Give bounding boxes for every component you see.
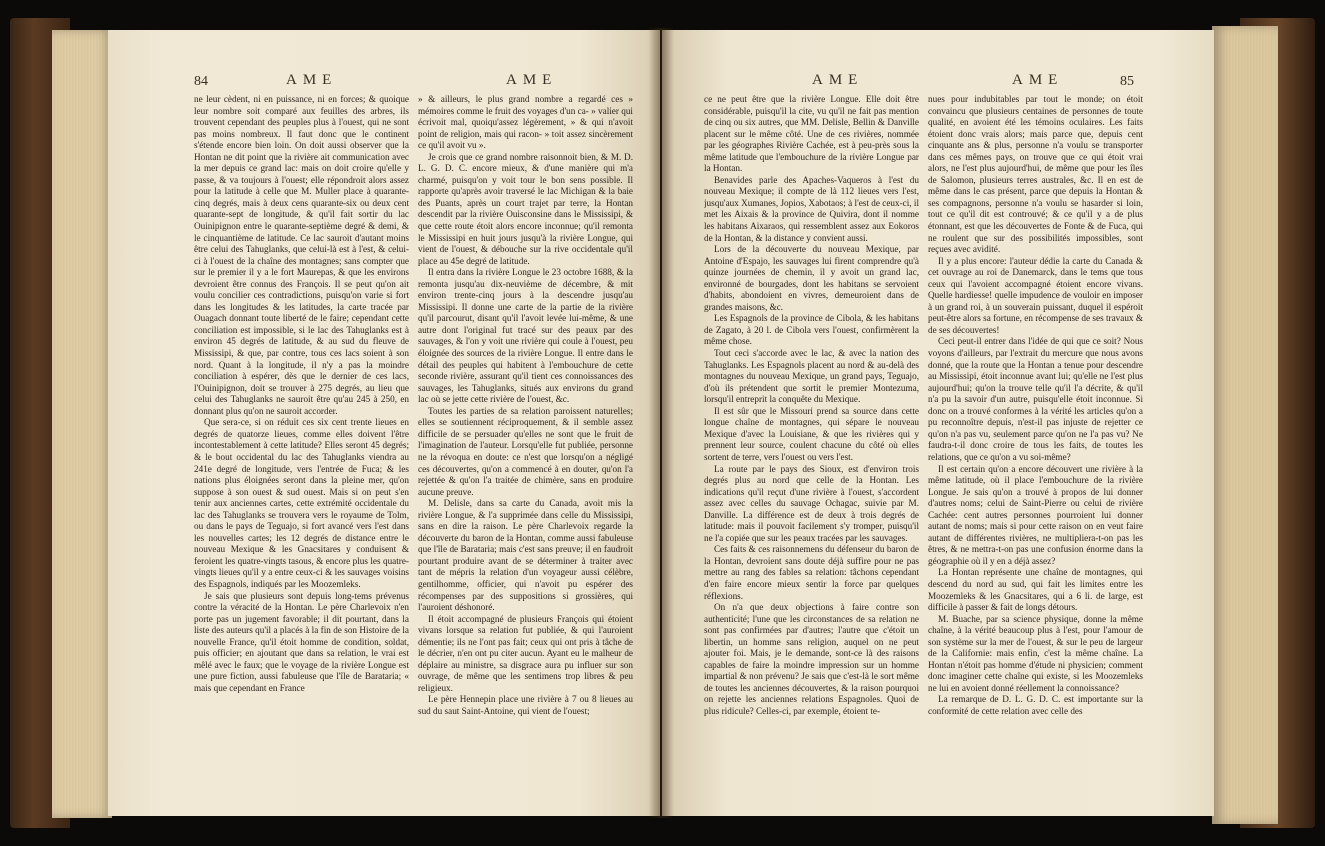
paragraph: ce ne peut être que la rivière Longue. Elle doit être considérable, puisqu'il la cite, vu qu'il ne fait pas mention de cinq ou six autres, que MM. Delisle, Bellin & Danville placent sur le même côté. Une de ces rivières, nommée par les géographes Rivière Cachée, est à peu-près sous la même latitude que l'embouchure de la rivière Longue par la Hontan.: [704, 94, 919, 174]
paragraph: ne leur cèdent, ni en puissance, ni en forces; & quoique leur nombre soit comparé aux feuilles des arbres, ils trouvent cependant des peuples plus à l'ouest, qui ne sont pas moins nombreux. Il faut donc que le continent s'étende encore bien loin. On doit aussi observer que la Hontan ne dit point que la rivière ait communication avec la mer depuis ce grand lac: mais on doit croire qu'elle y passe, & va toujours à l'ouest; elle répondroit alors assez pour la latitude à celle que M. Muller place à quarante-cinq degrés, mais à deux cens quarante-six ou deux cent quarante-sept de longitude, & qu'il fait sortir du lac Ouinipignon entre le quarante-septième degré & demi, & le cinquantième de latitude. Ce lac sauroit d'autant moins être celui des Tahuglanks, que celui-là est à l'est, & celui-ci à l'ouest de la chaîne des montagnes; sans compter que sur le premier il y a le fort Maurepas, & que les environs devroient être connus des François. Il se peut qu'on ait voulu concilier ces contradictions, puisqu'on varie si fort dans les longitudes & les latitudes, la carte tracée par Ouagach donnant toute liberté de le faire; cependant cette conciliation est impossible, si le lac des Tahuglanks est à environ 45 degrés de latitude, & au sud du fleuve de Mississipi, & que, par contre, tous ces lacs soient à son nord. Quant à la longitude, il n'y a pas la moindre conciliation à espérer, dès que le dernier de ces lacs, l'Ouinipignon, doit se trouver à 275 degrés, au lieu que celui des Tahuglanks ne sauroit être qu'au 245 à 250, en donnant plus qu'on ne sauroit accorder.: [194, 94, 409, 416]
paragraph: Toutes les parties de sa relation paroissent naturelles; elles se soutiennent réciproquement, & il semble assez difficile de se persuader qu'elles ne sont que le fruit de l'imagination de l'auteur. Lorsqu'elle fut publiée, personne ne la révoqua en doute: ce n'est que lorsqu'on a négligé ces découvertes, qu'on a commencé à en douter, qu'on l'a rejettée & qu'on l'a traitée de chimère, sans en produire aucune preuve.: [418, 405, 633, 497]
paragraph: Il est certain qu'on a encore découvert une rivière à la même latitude, où il place l'embouchure de la rivière Longue. Je sais qu'on a trouvé à propos de lui donner d'autres noms; celui de Saint-Pierre ou celui de rivière Cachée: cent autres personnes pourroient lui donner autant de noms; mais si pour cette raison on en veut faire autant de différentes rivières, ne multipliera-t-on pas les êtres, & ne mettra-t-on pas une confusion énorme dans la géographie où il y en a déjà assez?: [928, 463, 1143, 566]
paragraph: La Hontan représente une chaîne de montagnes, qui descend du nord au sud, qui fait les limites entre les Moozemleks & les Gnacsitares, qui a 6 li. de large, est difficile à passer & fait de longs détours.: [928, 567, 1143, 613]
paragraph: Les Espagnols de la province de Cibola, & les habitans de Zagato, à 20 l. de Cibola vers l'ouest, confirmèrent la même chose.: [704, 313, 919, 347]
paragraph: La remarque de D. L. G. D. C. est importante sur la conformité de cette relation avec celle des: [928, 694, 1143, 716]
paragraph: Tout ceci s'accorde avec le lac, & avec la nation des Tahuglanks. Les Espagnols placent au nord & au-delà des montagnes du nouveau Mexique, un grand pays, Teguajo, d'où ils prétendent que sortit le premier Montezuma, lorsqu'il entreprit la conquête du Mexique.: [704, 348, 919, 405]
paragraph: M. Delisle, dans sa carte du Canada, avoit mis la rivière Longue, & l'a supprimée dans celle du Mississipi, sans en dire la raison. Le père Charlevoix regarde la découverte du baron de la Hontan, comme aussi fabuleuse que l'île de Barataria; mais c'est sans preuve; il en faudroit pourtant produire avant de se déterminer à traiter avec tant de mépris la relation d'un voyageur aussi célèbre, gentilhomme, officier, qui n'avoit pu espérer des récompenses par des suppositions si grossières, qui l'auroient déshonoré.: [418, 498, 633, 613]
paragraph: Que sera-ce, si on réduit ces six cent trente lieues en degrés de quatorze lieues, comme elles doivent l'être incontestablement à cette latitude? Elles seront 45 degrés; & le bout occidental du lac des Tahuglanks viendra au 241e degré de longitude, vers l'entrée de Fuca; & les nations plus éloignées seront dans la pleine mer, qu'on suppose à son ouest & sud ouest. Mais si on peut s'en tenir aux anciennes cartes, cette extrémité occidentale du lac des Tahuglanks se trouvera vers le royaume de Tolm, ou dans le pays de Teguajo, si fort avancé vers l'est dans les nouvelles cartes; les 12 degrés de distance entre le nouveau Mexique & les Gnacsitares y conduisent & feroient les quatre-vingts tasous, & encore plus les quatre-vingts lieues qu'il y a entre ceux-ci & les sauvages voisins des Espagnols, indiqués par les Moozemleks.: [194, 417, 409, 589]
paragraph: On n'a que deux objections à faire contre son authenticité; l'une que les circonstances de sa relation ne sont pas confirmées par d'autres; l'autre que c'étoit un libertin, un homme sans religion, auquel on ne peut ajouter foi. Mais, je le demande, sont-ce là des raisons capables de faire la moindre impression sur un homme impartial & non prévenu? Je sais que c'est-là le sort même de toutes les anciennes découvertes, & la raison pourquoi on rejette les anciennes relations Espagnoles. Quoi de plus ridicule? Celles-ci, par exemple, étoient te-: [704, 602, 919, 716]
text-column: [194, 94, 409, 816]
paragraph: » & ailleurs, le plus grand nombre a regardé ces » mémoires comme le fruit des voyages d'un ca- » valier qui écrivoit mal, quoiqu'assez légèrement, » & qui n'avoit point de religion, mais qui racon- » toit assez sincèrement ce qu'il avoit vu ».: [418, 94, 633, 151]
paragraph: nues pour indubitables par tout le monde; on étoit convaincu que plusieurs centaines de personnes de toute qualité, en avoient été les témoins oculaires. Les faits étoient donc vrais alors; mais parce que, depuis cent cinquante ans & plus, personne n'a voulu se transporter dans ces mêmes pays, on trouve que ce qui étoit vrai alors, ne l'est plus aujourd'hui, de même que pour les îles de Salomon, plusieurs terres australes, &c. Il en est de même dans le cas présent, parce que depuis la Hontan & ses compagnons, personne n'a voulu se hasarder si loin, tout ce qu'il dit est controuvé; & ce qu'il y a de plus étonnant, est que les découvertes de Fonte & de Fuca, qui ne roulent que sur des possibilités impossibles, sont reçues avec avidité.: [928, 94, 1143, 255]
running-header: AME: [286, 72, 338, 88]
paragraph: Il est sûr que le Missouri prend sa source dans cette longue chaîne de montagnes, qui sépare le nouveau Mexique d'avec la Louisiane, & que les rivières qui y prennent leur source, coulent chacune du côté où elles sortent de terre, vers l'ouest ou vers l'est.: [704, 405, 919, 462]
page-number: 84: [194, 74, 208, 89]
text-column: [418, 94, 633, 816]
right-page: [662, 30, 1214, 816]
paragraph: Ces faits & ces raisonnemens du défenseur du baron de la Hontan, devroient sans doute déjà suffire pour ne pas mettre au rang des fables sa relation: tâchons cependant d'en faire encore mieux sentir la force par quelques réflexions.: [704, 544, 919, 601]
text-column: [928, 94, 1143, 816]
page-edges-left: [52, 30, 112, 818]
paragraph: Il y a plus encore: l'auteur dédie la carte du Canada & cet ouvrage au roi de Danemarck, dans le tems que tous ceux qui l'avoient accompagné étoient encore vivans. Quelle hardiesse! quelle impudence de vouloir en imposer à un grand roi, à un souverain puissant, duquel il espéroit peut-être alors sa fortune, en récompense de ses travaux & de ses découvertes!: [928, 255, 1143, 335]
left-page: [108, 30, 660, 816]
paragraph: M. Buache, par sa science physique, donne la même chaîne, à la vérité beaucoup plus à l'est, pour l'amour de son système sur la mer de l'ouest, & sur le peu de largeur de la Californie: mais enfin, c'est la même chaîne. La Hontan n'étoit pas homme d'étude ni physicien; comment donc imaginer cette chaîne qui existe, si les Moozemleks ne lui en avoient donné réellement la connoissance?: [928, 613, 1143, 693]
paragraph: Benavides parle des Apaches-Vaqueros à l'est du nouveau Mexique; il compte de là 112 lieues vers l'est, jusqu'aux Xumanes, Jopios, Xabotaos; à l'est de ceux-ci, il met les Aixais & la province de Quivira, dont il nomme les habitans Aixaraos, qui ressemblent assez aux Eokoros de la Hontan, & la distance y convient aussi.: [704, 174, 919, 243]
paragraph: Il entra dans la rivière Longue le 23 octobre 1688, & la remonta jusqu'au dix-neuvième de décembre, & mit environ trente-cinq jours à la descendre jusqu'au Mississipi. Il donne une carte de la partie de la rivière qu'il parcourut, disant qu'il l'avoit levée lui-même, & une autre dont l'original fut tracé sur des peaux par des sauvages, & l'on y voit une rivière qui coule à l'ouest, peu éloignée des sources de la rivière Longue. Il entre dans le détail des peuples qui habitent à l'embouchure de cette seconde rivière, assurant qu'il tient ces connoissances des sauvages, les Tahuglanks, situés aux environs du grand lac où se jette cette rivière de l'ouest, &c.: [418, 267, 633, 405]
page-edges-right: [1212, 26, 1278, 824]
page-number: 85: [1120, 74, 1134, 89]
running-header: AME: [1012, 72, 1064, 88]
running-header: AME: [506, 72, 558, 88]
paragraph: Je sais que plusieurs sont depuis long-tems prévenus contre la véracité de la Hontan. Le père Charlevoix n'en porte pas un jugement favorable; il dit pourtant, dans la liste des auteurs qu'il a placés à la fin de son Histoire de la nouvelle France, qu'il étoit homme de condition, soldat, puis officier; en ajoutant que dans sa relation, le vrai est mêlé avec le faux; que le voyage de la rivière Longue est une pure fiction, aussi fabuleuse que l'île de Barataria; « mais que cependant en France: [194, 590, 409, 693]
book-gutter: [648, 28, 674, 818]
paragraph: Lors de la découverte du nouveau Mexique, par Antoine d'Espajo, les sauvages lui firent comprendre qu'à quinze journées de chemin, il y avoit un grand lac, environné de bourgades, dont les habitans se servoient d'habits, abondoient en vivres, demeuroient dans de grandes maisons, &c.: [704, 244, 919, 312]
running-header: AME: [812, 72, 864, 88]
paragraph: La route par le pays des Sioux, est d'environ trois degrés plus au nord que celle de la Hontan. Les indications qu'il reçut d'une rivière à l'ouest, s'accordent assez avec celles du sauvage Ochagac, suivie par M. Danville. La différence est de deux à trois degrés de latitude: mais il pouvoit facilement s'y tromper, puisqu'il ne l'a copiée que sur les peaux tracées par les sauvages.: [704, 463, 919, 543]
text-column: [704, 94, 919, 816]
paragraph: Le père Hennepin place une rivière à 7 ou 8 lieues au sud du saut Saint-Antoine, qui vient de l'ouest;: [418, 694, 633, 716]
paragraph: Je crois que ce grand nombre raisonnoit bien, & M. D. L. G. D. C. encore mieux, & d'une manière qui m'a charmé, puisqu'on y voit tour le bon sens possible. Il rapporte qu'après avoir traversé le lac Michigan & la baie des Puants, après un court trajet par terre, la Hontan descendit par la rivière Ouisconsine dans le Mississipi, & que cette route étoit alors encore inconnue; qu'il remonta le Mississipi en huit jours jusqu'à la rivière Longue, qui vient de l'ouest, & débouche sur la rive occidentale qu'il place au 45e degré de latitude.: [418, 151, 633, 266]
paragraph: Ceci peut-il entrer dans l'idée de qui que ce soit? Nous voyons d'ailleurs, par l'extrait du mercure que nous avons donné, que la route que la Hontan a tenue pour descendre au Mississipi, étoit inconnue avant lui; qu'elle ne l'est plus aujourd'hui; qu'on la trouve telle qu'il l'a décrite, & qu'il n'a pu la savoir d'un autre, puisqu'elle étoit inconnue. Si donc on a trouvé conformes à la vérité les articles qu'on a pu reconnoître depuis, n'est-il pas injuste de rejetter ce qu'on n'a pas vu, seulement parce qu'on ne l'a pas vu? Ne faudra-t-il donc croire de tous les faits, de toutes les relations, que ce qu'on a vu soi-même?: [928, 336, 1143, 462]
paragraph: Il étoit accompagné de plusieurs François qui étoient vivans lorsque sa relation fut publiée, & qui l'auroient démentie; ils ne l'ont pas fait; ceux qui ont pris à tâche de le décrier, n'en ont pu citer aucun. Ayant eu le malheur de déplaire au ministre, sa disgrace aura pu influer sur son ouvrage, de même que les sentimens trop libres & peu religieux.: [418, 613, 633, 693]
